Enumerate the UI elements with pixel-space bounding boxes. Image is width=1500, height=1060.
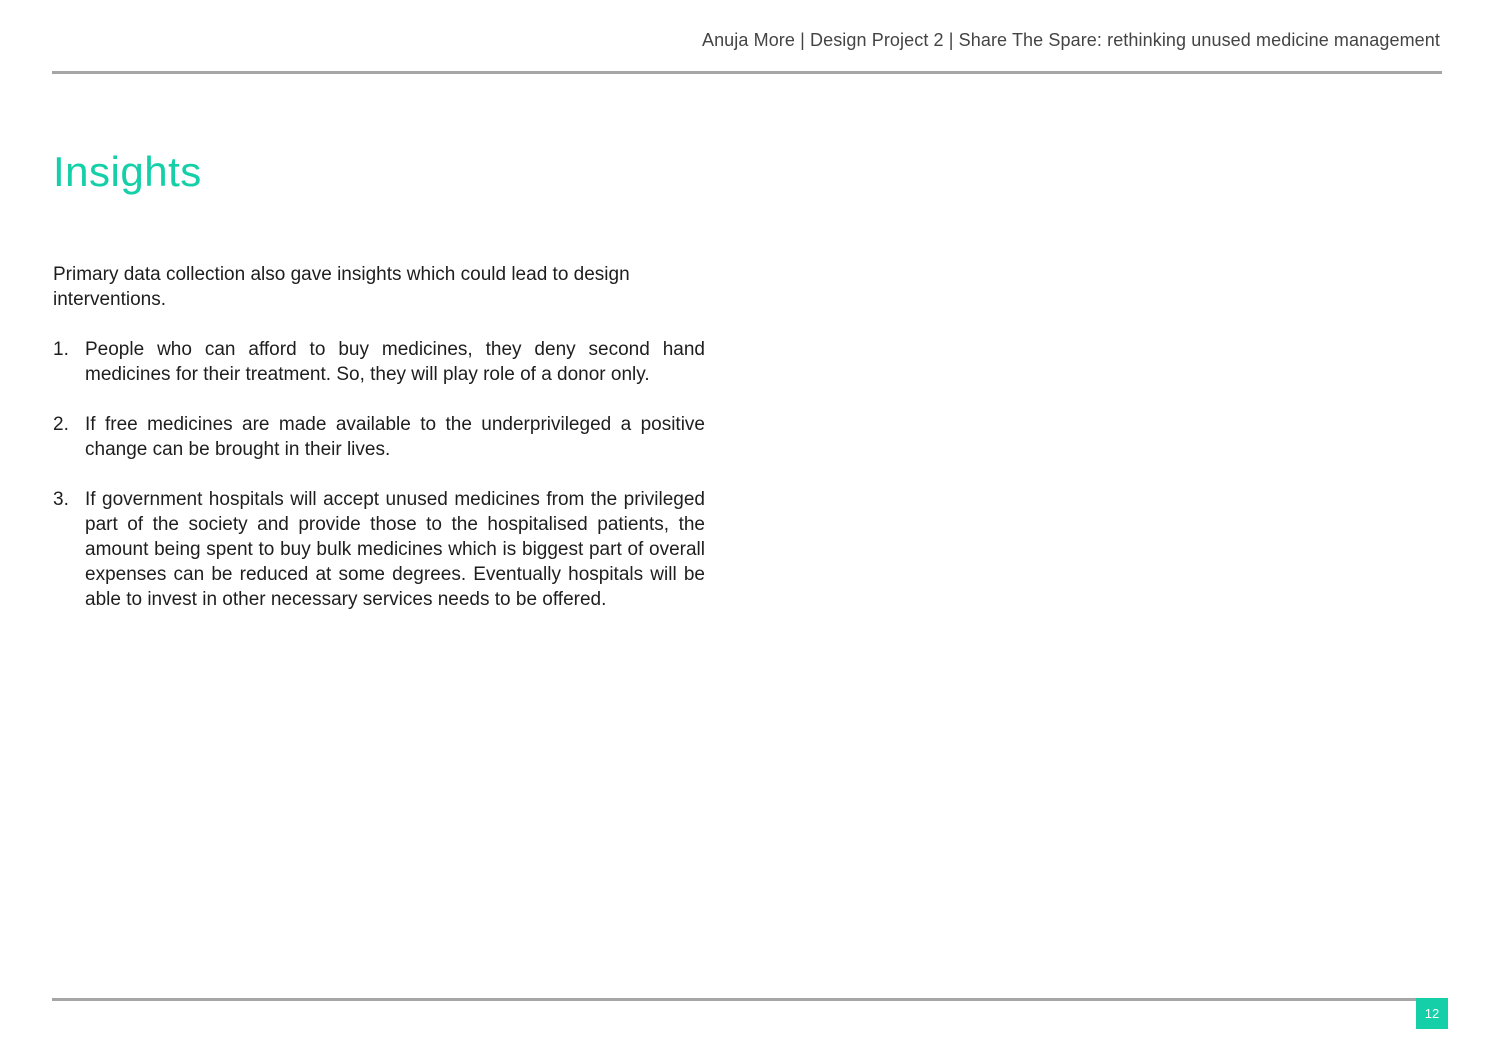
list-item-number: 1. bbox=[53, 339, 69, 360]
list-item-number: 3. bbox=[53, 489, 69, 510]
list-item bbox=[53, 487, 705, 612]
list-item-text: People who can afford to buy medicines, they deny second hand medicines for their treatment. So, they will play role of a donor only. bbox=[85, 339, 705, 385]
list-item bbox=[53, 412, 705, 462]
footer-divider bbox=[52, 998, 1418, 1001]
list-item bbox=[53, 337, 705, 387]
intro-paragraph: Primary data collection also gave insights which could lead to design interventions. bbox=[53, 264, 630, 310]
list-item-text: If government hospitals will accept unused medicines from the privileged part of the society and provide those to the hospitalised patients, the amount being spent to buy bulk medicines which is biggest part of overall expenses can be reduced at some degrees. Eventually hospitals will be able to invest in other necessary services needs to be offered. bbox=[85, 489, 705, 610]
list-item-number: 2. bbox=[53, 414, 69, 435]
document-header: Anuja More | Design Project 2 | Share The Spare: rethinking unused medicine management bbox=[701, 30, 1440, 50]
insights-content bbox=[53, 262, 711, 637]
header-divider bbox=[52, 71, 1442, 74]
insights-list bbox=[53, 337, 711, 612]
list-item-text: If free medicines are made available to the underprivileged a positive change can be brought in their lives. bbox=[85, 414, 705, 460]
page-number-badge: 12 bbox=[1416, 998, 1448, 1029]
page-title: Insights bbox=[53, 148, 202, 195]
